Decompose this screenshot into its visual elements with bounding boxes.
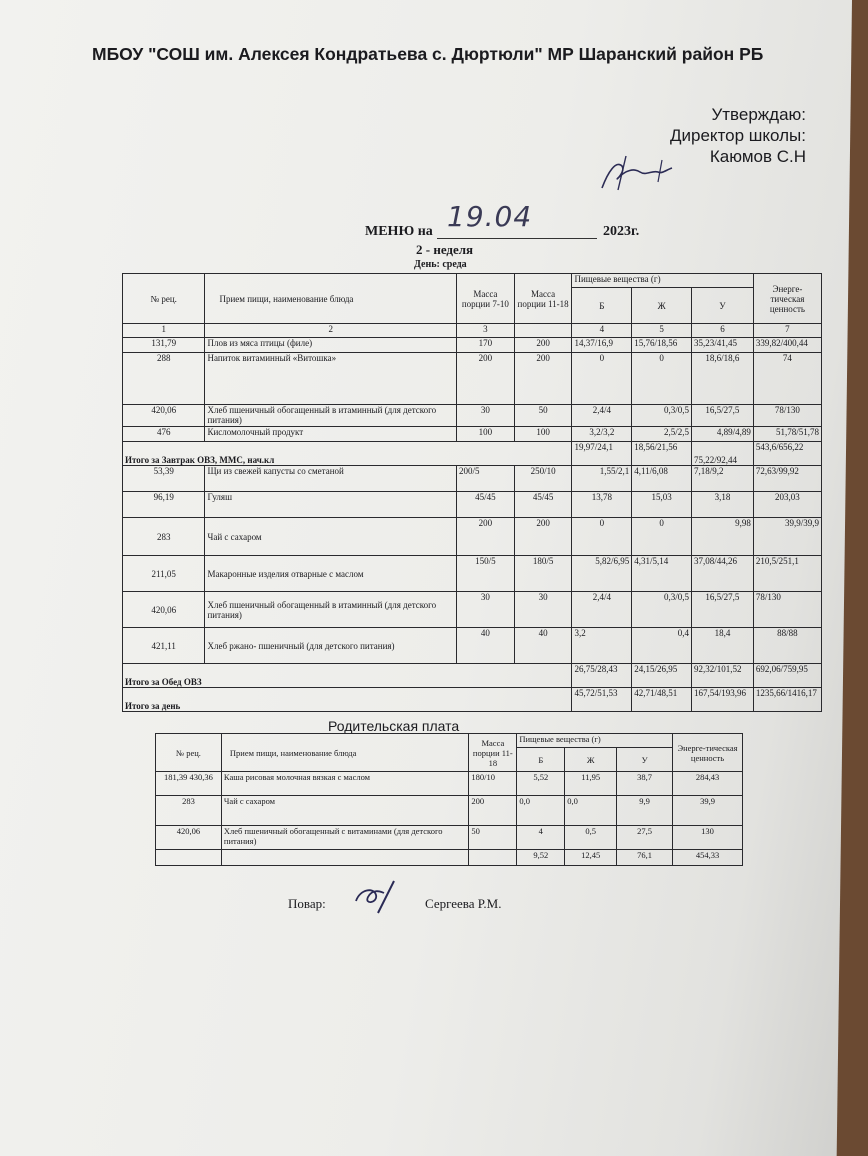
fat: 11,95: [565, 772, 617, 796]
carbs: 16,5/27,5: [692, 592, 754, 628]
energy: 1235,66/1416,17: [753, 688, 821, 712]
table-row: [156, 826, 743, 850]
index-cell: 7: [753, 324, 821, 338]
recipe-number: 283: [123, 518, 205, 556]
fat: 2,5/2,5: [632, 427, 692, 442]
table-row: [156, 796, 743, 826]
energy: 339,82/400,44: [753, 338, 821, 353]
handwritten-date: 19.04: [447, 200, 533, 233]
fat: 4,31/5,14: [632, 556, 692, 592]
empty-cell: [156, 850, 222, 866]
fat: 0,5: [565, 826, 617, 850]
total-row: [156, 850, 743, 866]
header-fat: Ж: [565, 748, 617, 772]
mass-11-18: 200: [469, 796, 517, 826]
carbs: 76,1: [617, 850, 673, 866]
protein: 14,37/16,9: [572, 338, 632, 353]
header-dish-name: Прием пищи, наименование блюда: [205, 274, 457, 324]
energy: 210,5/251,1: [753, 556, 821, 592]
dish-name: Хлеб ржано- пшеничный (для детского питания): [205, 628, 457, 664]
fat: 0,4: [632, 628, 692, 664]
mass-7-10: 170: [457, 338, 515, 353]
mass-7-10: 100: [457, 427, 515, 442]
energy: 130: [673, 826, 743, 850]
protein: 4: [517, 826, 565, 850]
parent-fee-title: Родительская плата: [328, 718, 460, 734]
table-row: [123, 592, 822, 628]
total-breakfast-row: [123, 442, 822, 466]
index-cell: 4: [572, 324, 632, 338]
recipe-number: 131,79: [123, 338, 205, 353]
table-row: [123, 556, 822, 592]
mass-11-18: 50: [469, 826, 517, 850]
menu-table: [122, 273, 822, 712]
mass-11-18: 45/45: [514, 492, 572, 518]
mass-11-18: 40: [514, 628, 572, 664]
date-underline: [437, 238, 597, 239]
recipe-number: 283: [156, 796, 222, 826]
energy: 39,9: [673, 796, 743, 826]
fat: 0,3/0,5: [632, 405, 692, 427]
table-row: [123, 628, 822, 664]
table-row: [123, 427, 822, 442]
dish-name: Плов из мяса птицы (филе): [205, 338, 457, 353]
dish-name: Гуляш: [205, 492, 457, 518]
header-mass-11-18: Масса порции 11-18: [514, 274, 572, 324]
carbs: 18,4: [692, 628, 754, 664]
header-fat: Ж: [632, 288, 692, 324]
day-label: День: среда: [414, 259, 467, 270]
mass-11-18: 180/10: [469, 772, 517, 796]
index-cell: 1: [123, 324, 205, 338]
mass-11-18: 200: [514, 518, 572, 556]
fat: 42,71/48,51: [632, 688, 692, 712]
mass-7-10: 200/5: [457, 466, 515, 492]
director-signature: [596, 152, 678, 194]
protein: 2,4/4: [572, 405, 632, 427]
empty-cell: [469, 850, 517, 866]
protein: 1,55/2,1: [572, 466, 632, 492]
dish-name: Щи из свежей капусты со сметаной: [205, 466, 457, 492]
recipe-number: 288: [123, 353, 205, 405]
cook-name: Сергеева Р.М.: [425, 896, 502, 911]
recipe-number: 476: [123, 427, 205, 442]
recipe-number: 420,06: [156, 826, 222, 850]
energy: 51,78/51,78: [753, 427, 821, 442]
mass-11-18: 200: [514, 338, 572, 353]
carbs: 3,18: [692, 492, 754, 518]
header-mass-11-18: Масса порции 11-18: [469, 734, 517, 772]
carbs: 38,7: [617, 772, 673, 796]
dish-name: Чай с сахаром: [205, 518, 457, 556]
protein: 5,52: [517, 772, 565, 796]
recipe-number: 420,06: [123, 405, 205, 427]
protein: 45,72/51,53: [572, 688, 632, 712]
menu-date-line: [365, 200, 685, 240]
mass-7-10: 45/45: [457, 492, 515, 518]
dish-name: Напиток витаминный «Витошка»: [205, 353, 457, 405]
protein: 3,2: [572, 628, 632, 664]
protein: 0,0: [517, 796, 565, 826]
carbs: 92,32/101,52: [692, 664, 754, 688]
header-protein: Б: [517, 748, 565, 772]
carbs: 9,9: [617, 796, 673, 826]
table-row: [123, 466, 822, 492]
dish-name: Макаронные изделия отварные с маслом: [205, 556, 457, 592]
energy: 74: [753, 353, 821, 405]
recipe-number: 181,39 430,36: [156, 772, 222, 796]
mass-11-18: 50: [514, 405, 572, 427]
total-label: Итого за Завтрак ОВЗ, ММС, нач.кл: [123, 442, 572, 466]
empty-cell: [514, 324, 572, 338]
fat: 15,76/18,56: [632, 338, 692, 353]
total-label: Итого за Обед ОВЗ: [123, 664, 572, 688]
header-energy: Энерге-тическая ценность: [673, 734, 743, 772]
column-index-row: [123, 324, 822, 338]
header-recipe-number: № рец.: [156, 734, 222, 772]
dish-name: Каша рисовая молочная вязкая с маслом: [221, 772, 468, 796]
school-title: МБОУ "СОШ им. Алексея Кондратьева с. Дюртюли" МР Шаранский район РБ: [92, 44, 764, 64]
protein: 13,78: [572, 492, 632, 518]
header-nutrients: Пищевые вещества (г): [517, 734, 673, 748]
fat: 12,45: [565, 850, 617, 866]
total-day-row: [123, 688, 822, 712]
mass-11-18: 100: [514, 427, 572, 442]
mass-7-10: 40: [457, 628, 515, 664]
mass-7-10: 200: [457, 518, 515, 556]
protein: 3,2/3,2: [572, 427, 632, 442]
header-dish-name: Прием пищи, наименование блюда: [221, 734, 468, 772]
parent-fee-table: [155, 733, 743, 866]
total-lunch-row: [123, 664, 822, 688]
table-row: [156, 772, 743, 796]
carbs: 4,89/4,89: [692, 427, 754, 442]
recipe-number: 53,39: [123, 466, 205, 492]
dish-name: Хлеб пшеничный обогащенный в итаминный (для детского питания): [205, 405, 457, 427]
table-row: [123, 353, 822, 405]
protein: 0: [572, 518, 632, 556]
header-mass-7-10: Масса порции 7-10: [457, 274, 515, 324]
carbs: 16,5/27,5: [692, 405, 754, 427]
menu-year: 2023г.: [603, 224, 640, 239]
carbs: 35,23/41,45: [692, 338, 754, 353]
table-row: [123, 405, 822, 427]
energy: 88/88: [753, 628, 821, 664]
energy: 543,6/656,22: [753, 442, 821, 466]
header-energy: Энерге-тическая ценность: [753, 274, 821, 324]
approval-block: [670, 104, 806, 167]
cook-label: Повар:: [288, 896, 326, 911]
index-cell: 5: [632, 324, 692, 338]
dish-name: Кисломолочный продукт: [205, 427, 457, 442]
energy: 203,03: [753, 492, 821, 518]
index-cell: 6: [692, 324, 754, 338]
mass-11-18: 250/10: [514, 466, 572, 492]
approve-line: Утверждаю:: [711, 105, 806, 124]
header-recipe-number: № рец.: [123, 274, 205, 324]
index-cell: 2: [205, 324, 457, 338]
mass-11-18: 200: [514, 353, 572, 405]
carbs: 37,08/44,26: [692, 556, 754, 592]
carbs: 7,18/9,2: [692, 466, 754, 492]
energy: 284,43: [673, 772, 743, 796]
mass-11-18: 30: [514, 592, 572, 628]
index-cell: 3: [457, 324, 515, 338]
carbs: 167,54/193,96: [692, 688, 754, 712]
empty-cell: [221, 850, 468, 866]
header-carbs: У: [692, 288, 754, 324]
mass-11-18: 180/5: [514, 556, 572, 592]
mass-7-10: 200: [457, 353, 515, 405]
recipe-number: 421,11: [123, 628, 205, 664]
carbs: 27,5: [617, 826, 673, 850]
fat: 4,11/6,08: [632, 466, 692, 492]
recipe-number: 211,05: [123, 556, 205, 592]
director-line: Директор школы:: [670, 126, 806, 145]
protein: 9,52: [517, 850, 565, 866]
fat: 0: [632, 353, 692, 405]
cook-signature-line: [288, 893, 548, 923]
mass-7-10: 150/5: [457, 556, 515, 592]
menu-label: МЕНЮ на: [365, 224, 433, 239]
table-row: [123, 338, 822, 353]
fat: 0: [632, 518, 692, 556]
cook-signature: [350, 879, 410, 915]
energy: 72,63/99,92: [753, 466, 821, 492]
week-label: 2 - неделя: [416, 242, 474, 257]
table-row: [123, 492, 822, 518]
protein: 2,4/4: [572, 592, 632, 628]
dish-name: Хлеб пшеничный обогащенный в итаминный (для детского питания): [205, 592, 457, 628]
energy: 692,06/759,95: [753, 664, 821, 688]
protein: 19,97/24,1: [572, 442, 632, 466]
energy: 78/130: [753, 405, 821, 427]
recipe-number: 96,19: [123, 492, 205, 518]
director-name: Каюмов С.Н: [709, 147, 806, 166]
dish-name: Чай с сахаром: [221, 796, 468, 826]
energy: 454,33: [673, 850, 743, 866]
fat: 0,0: [565, 796, 617, 826]
fat: 18,56/21,56: [632, 442, 692, 466]
energy: 78/130: [753, 592, 821, 628]
dish-name: Хлеб пшеничный обогащенный с витаминами (для детского питания): [221, 826, 468, 850]
total-label: Итого за день: [123, 688, 572, 712]
carbs: 18,6/18,6: [692, 353, 754, 405]
mass-7-10: 30: [457, 405, 515, 427]
fat: 0,3/0,5: [632, 592, 692, 628]
protein: 26,75/28,43: [572, 664, 632, 688]
header-protein: Б: [572, 288, 632, 324]
header-carbs: У: [617, 748, 673, 772]
fat: 24,15/26,95: [632, 664, 692, 688]
protein: 0: [572, 353, 632, 405]
carbs: 9,98: [692, 518, 754, 556]
carbs: 75,22/92,44: [692, 442, 754, 466]
fat: 15,03: [632, 492, 692, 518]
header-nutrients: Пищевые вещества (г): [572, 274, 753, 288]
recipe-number: 420,06: [123, 592, 205, 628]
mass-7-10: 30: [457, 592, 515, 628]
energy: 39,9/39,9: [753, 518, 821, 556]
table-row: [123, 518, 822, 556]
protein: 5,82/6,95: [572, 556, 632, 592]
